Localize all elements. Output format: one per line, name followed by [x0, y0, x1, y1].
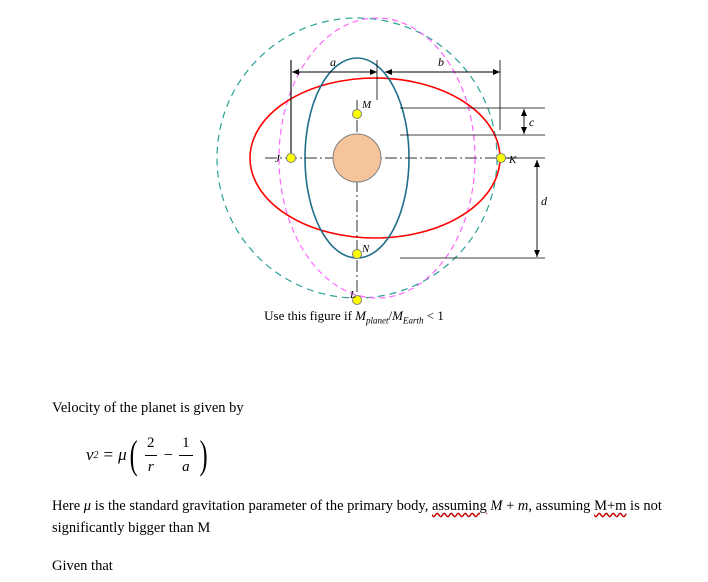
caption-var-1: M [355, 308, 366, 323]
formula-fraction-1 [144, 432, 158, 478]
caption-var-2: M [392, 308, 403, 323]
dimension-c [521, 109, 535, 134]
node-M [353, 110, 362, 119]
here-text-2: is the standard gravitation parameter of the primary body, [91, 498, 432, 514]
formula-mu: μ [118, 445, 127, 465]
node-N [353, 250, 362, 259]
node-K [497, 154, 506, 163]
caption-slash: / [388, 308, 393, 323]
label-c: c [529, 115, 535, 129]
caption-suffix: < 1 [423, 308, 444, 323]
formula-exponent: 2 [93, 449, 99, 461]
formula-num-2: 1 [182, 435, 190, 451]
node-J [287, 154, 296, 163]
dimension-b [385, 55, 500, 75]
formula-paren-close: ) [199, 432, 208, 477]
velocity-formula [86, 432, 386, 478]
formula-den-1: r [145, 455, 157, 479]
caption-sub-1: planet [366, 315, 389, 326]
here-assuming-1: assuming [431, 498, 487, 514]
formula-minus: − [163, 445, 174, 465]
label-K: K [509, 154, 517, 166]
caption-sub-2: Earth [402, 315, 424, 326]
label-L: L [350, 289, 357, 301]
formula-equals: = [103, 445, 114, 465]
here-Mm: M+m [594, 498, 627, 514]
here-text-5: is not significantly bigger than M [52, 498, 662, 536]
here-text-1: Here [52, 498, 84, 514]
paragraph-given-that: Given that [52, 558, 113, 574]
here-M: M [490, 498, 503, 514]
formula-num-1: 2 [147, 435, 155, 451]
dimension-d [534, 160, 548, 257]
label-d: d [541, 194, 547, 208]
label-N: N [362, 243, 370, 255]
here-plus: + [502, 498, 518, 514]
label-M: M [362, 99, 372, 111]
planet-body [333, 134, 381, 182]
here-m: m [517, 498, 529, 514]
here-mu: μ [83, 498, 92, 514]
label-b: b [438, 55, 444, 69]
formula-expression [86, 432, 210, 478]
paragraph-here [52, 496, 672, 540]
dimension-a [292, 55, 377, 75]
caption-prefix: Use this figure if [264, 308, 356, 323]
figure-caption [0, 308, 708, 326]
formula-den-2: a [179, 455, 193, 479]
paragraph-velocity: Velocity of the planet is given by [52, 400, 244, 416]
here-text-4: , assuming [528, 498, 595, 514]
label-J: J [275, 153, 280, 165]
formula-paren-open: ( [129, 432, 138, 477]
formula-v: v [86, 445, 94, 465]
label-a: a [330, 55, 336, 69]
formula-fraction-2 [179, 432, 193, 478]
